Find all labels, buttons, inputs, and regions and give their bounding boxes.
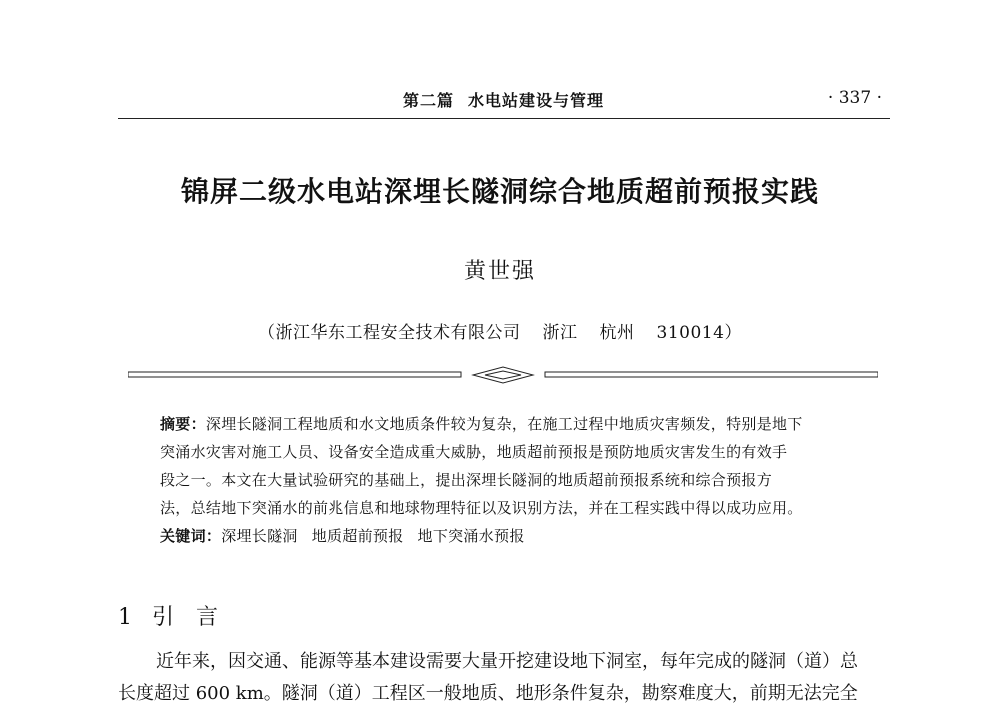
page-number: · 337 ·	[827, 88, 882, 108]
body-line: 长度超过 600 km。隧洞（道）工程区一般地质、地形条件复杂，勘察难度大，前期无法完全	[118, 683, 858, 704]
keywords	[160, 522, 860, 550]
title-divider-ornament	[128, 365, 878, 385]
affiliation	[0, 318, 1000, 343]
abstract-line: 法，总结地下突涌水的前兆信息和地球物理特征以及识别方法，并在工程实践中得以成功应用。	[160, 499, 803, 517]
keyword: 地下突涌水预报	[417, 527, 525, 545]
body-text	[118, 646, 890, 710]
keyword: 深埋长隧洞	[221, 527, 298, 545]
keyword: 地质超前预报	[311, 527, 404, 545]
abstract-label: 摘要：	[160, 415, 206, 433]
affiliation-postcode: 310014）	[656, 323, 742, 343]
section-heading	[118, 600, 240, 631]
running-head-title: 水电站建设与管理	[468, 91, 605, 110]
section-number: 1	[118, 605, 132, 630]
affiliation-province: 浙江	[542, 323, 578, 343]
header-rule	[118, 118, 890, 119]
section-title: 引言	[152, 605, 241, 630]
affiliation-org: （浙江华东工程安全技术有限公司	[258, 323, 521, 343]
running-head	[403, 88, 604, 111]
author-name: 黄世强	[463, 259, 536, 284]
affiliation-city: 杭州	[599, 323, 635, 343]
abstract	[160, 410, 860, 550]
abstract-line: 段之一。本文在大量试验研究的基础上，提出深埋长隧洞的地质超前预报系统和综合预报方	[160, 471, 773, 489]
abstract-line-text: 深埋长隧洞工程地质和水文地质条件较为复杂，在施工过程中地质灾害频发，特别是地下	[205, 415, 803, 433]
page-header	[118, 88, 890, 116]
paper-title: 锦屏二级水电站深埋长隧洞综合地质超前预报实践	[180, 175, 819, 208]
abstract-line: 突涌水灾害对施工人员、设备安全造成重大威胁，地质超前预报是预防地质灾害发生的有效手	[160, 443, 788, 461]
running-head-part: 第二篇	[403, 91, 455, 110]
body-line-text: 近年来，因交通、能源等基本建设需要大量开挖建设地下洞室，每年完成的隧洞（道）总	[156, 651, 858, 672]
abstract-line	[160, 410, 860, 438]
keywords-label: 关键词：	[160, 527, 222, 545]
body-line	[118, 646, 890, 678]
